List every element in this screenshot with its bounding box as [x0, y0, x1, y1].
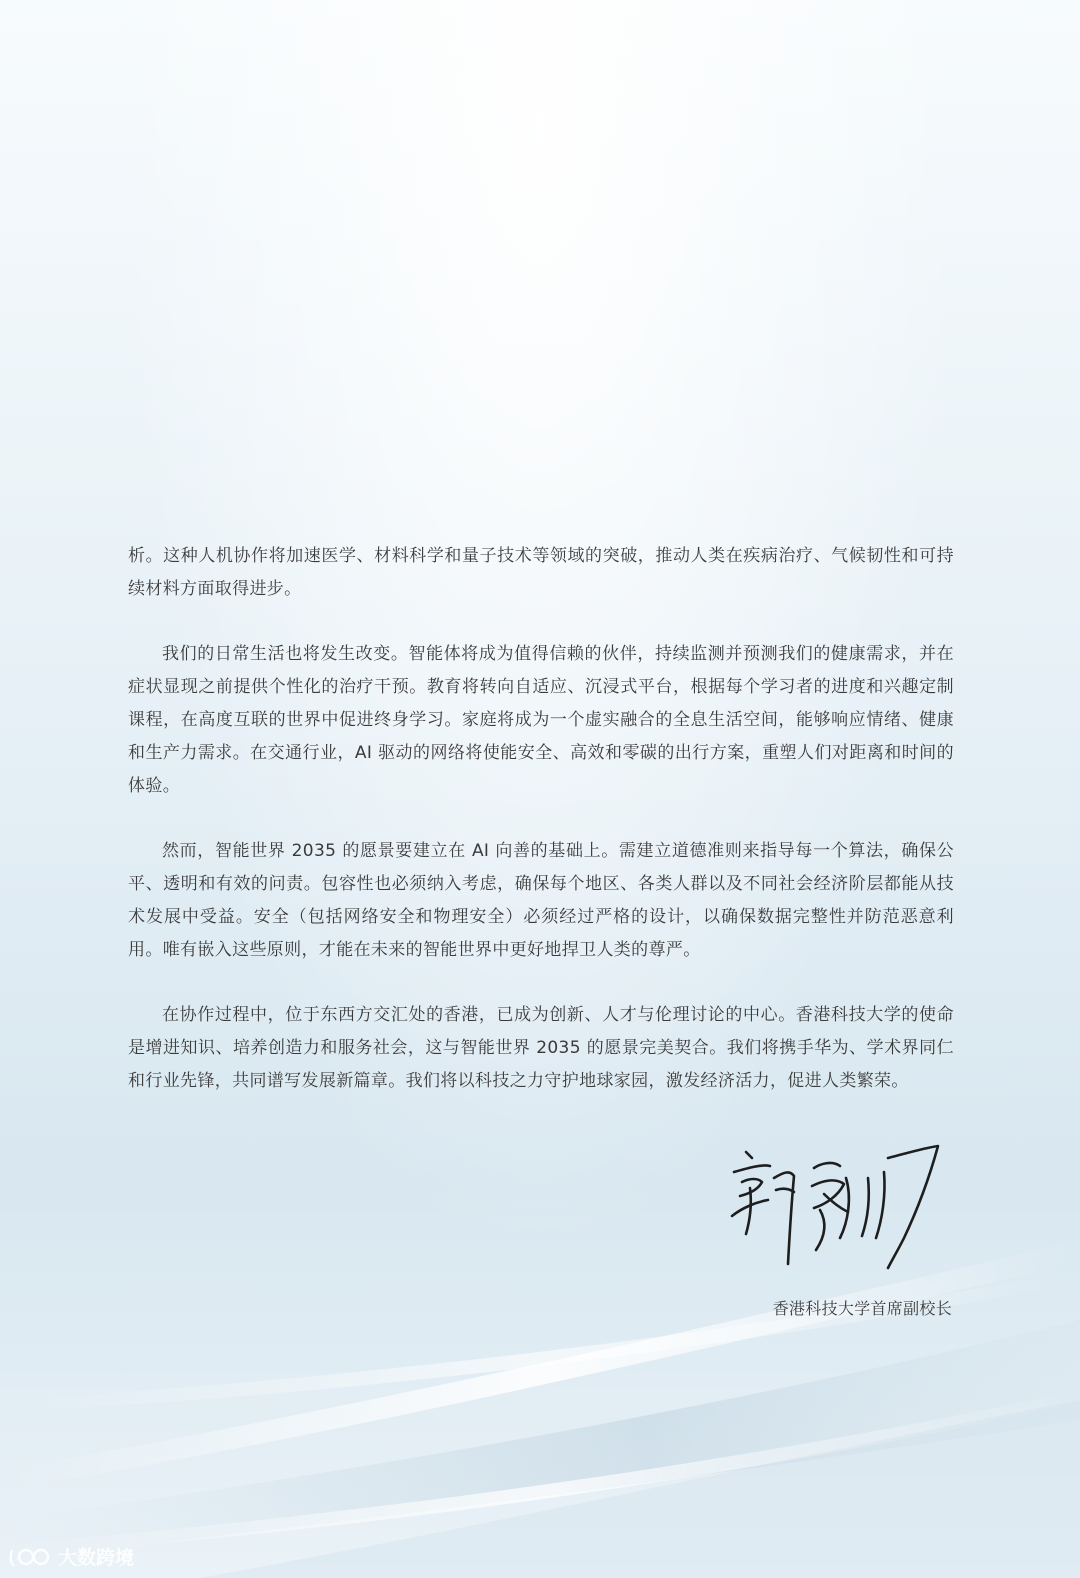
handwritten-signature — [728, 1138, 948, 1273]
watermark — [8, 1543, 134, 1570]
paragraph-1: 析。这种人机协作将加速医学、材料科学和量子技术等领域的突破，推动人类在疾病治疗、气候韧性和可持续材料方面取得进步。 — [128, 546, 954, 599]
watermark-logo-icon — [8, 1544, 52, 1570]
paragraph-2: 我们的日常生活也将发生改变。智能体将成为值得信赖的伙伴，持续监测并预测我们的健康需求，并在症状显现之前提供个性化的治疗干预。教育将转向自适应、沉浸式平台，根据每个学习者的进度和兴趣定制课程，在高度互联的世界中促进终身学习。家庭将成为一个虚实融合的全息生活空间，能够响应情绪、健康和生产力需求。在交通行业，AI 驱动的网络将使能安全、高效和零碳的出行方案，重塑人们对距离和时间的体验。 — [128, 644, 954, 796]
letter-body — [128, 540, 954, 1130]
signer-title: 香港科技大学首席副校长 — [772, 1299, 952, 1318]
paragraph-3: 然而，智能世界 2035 的愿景要建立在 AI 向善的基础上。需建立道德准则来指导每一个算法，确保公平、透明和有效的问责。包容性也必须纳入考虑，确保每个地区、各类人群以及不同社会经济阶层都能从技术发展中受益。安全（包括网络安全和物理安全）必须经过严格的设计，以确保数据完整性并防范恶意利用。唯有嵌入这些原则，才能在未来的智能世界中更好地捍卫人类的尊严。 — [128, 841, 954, 960]
watermark-text: 大数跨境 — [58, 1547, 135, 1569]
paragraph-4: 在协作过程中，位于东西方交汇处的香港，已成为创新、人才与伦理讨论的中心。香港科技大学的使命是增进知识、培养创造力和服务社会，这与智能世界 2035 的愿景完美契合。我们将携手华为、学术界同仁和行业先锋，共同谱写发展新篇章。我们将以科技之力守护地球家园，激发经济活力，促进人类繁荣。 — [128, 1005, 954, 1091]
